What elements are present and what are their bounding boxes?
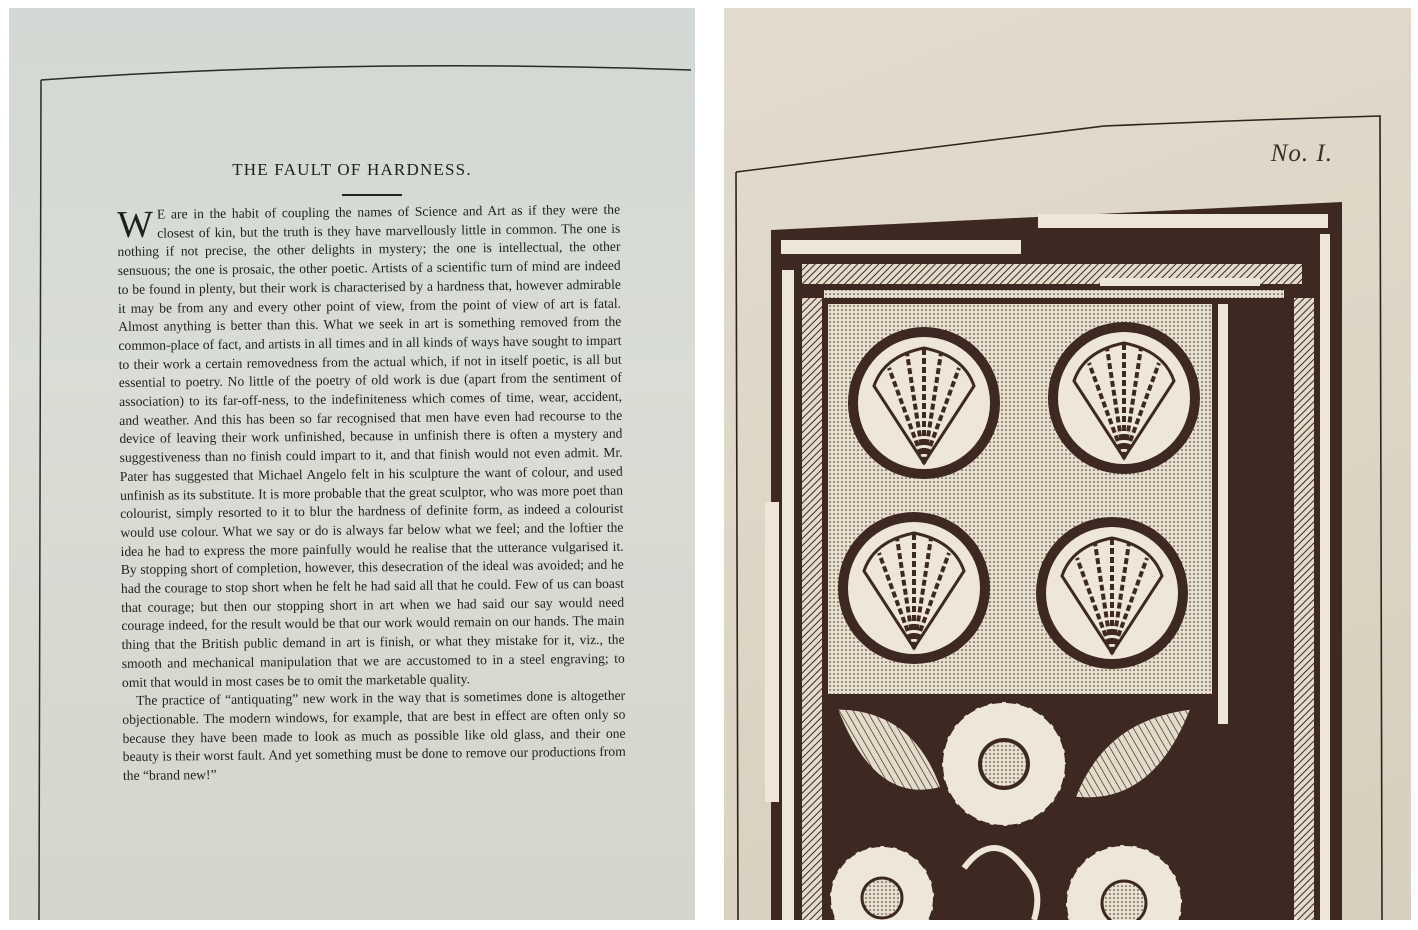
shell-roundel-bottom-left (838, 512, 990, 664)
paragraph-1-text: E are in the habit of coupling the names of Science and Art as if they were the closest of kin, but the truth is they have marvellously little in common. The one is nothing if not precise, the other delights in mystery; the one is intellectual, the other sensuous; the one is prosaic, the other poetic. Artists of a scientific turn of mind are indeed to be found in plenty, but their work is characterised by a hardness that, however admirable it may be from any and every other point of view, from the point of view of art is fatal. Almost anything is better than this. What we seek in art is something removed from the common-place of fact, and artists in all times and in all kinds of ways have sought to impart to their work a certain removedness from the actual which, if not in itself poetic, is all but essential to poetry. No little of the poetry of old work is due (apart from the sentiment of association) to its far-off-ness, to the indefiniteness which comes of time, wear, accident, and weather. And this has been so far recognised that men have even had recourse to the device of leaving their work unfinished, because in unfinish there is often a mystery and suggestiveness than no finish could impart to it, and that finish would not even admit. Mr. Pater has suggested that Michael Angelo felt in his sculpture the want of colour, and used unfinish as its substitute. It is more probable that the great sculptor, who was more poet than colourist, simply resorted to it to blur the hardness of definite form, as indeed a colourist would use colour. What we say or do is always far below what we feel; and the loftier the idea he had to express the more painfully would he realise that the utterance vulgarised it. By stopping short of completion, however, this desecration of the ideal was avoided; and he had the courage to stop short when he felt he had said all that he could. Few of us can boast that courage; but then our stopping short in art when we had said our say would need courage indeed, for the result would be that our work would remain on our hands. The main thing that the British public demand in art is finish, or what they mistake for it, viz., the smooth and mechanical manipulation that we are accustomed to in a steel engraving; to omit that would in most cases be to omit the marketable quality. (117, 201, 625, 690)
article-body (117, 201, 626, 786)
plate-page-photo (724, 8, 1411, 920)
paragraph-2: The practice of “antiquating” new work in the way that is sometimes done is altogether objectionable. The modern windows, for example, that are best in effect are often only so because they have been made to look as much as possible like old glass, and their one beauty is their worst fault. And yet something must be done to remove our productions from the “brand new!” (122, 687, 626, 784)
shell-roundel-bottom-right (1036, 517, 1188, 669)
daisy-top (942, 702, 1066, 826)
shell-roundel-top-left (848, 327, 1000, 479)
article-title: THE FAULT OF HARDNESS. (232, 160, 472, 179)
shell-roundel-top-right (1048, 322, 1200, 474)
paragraph-1 (117, 201, 625, 693)
text-page-photo (9, 8, 695, 920)
plate-label: No. I. (1270, 140, 1333, 167)
title-rule (342, 194, 402, 196)
drop-cap: W (116, 203, 154, 246)
plate-border-left (736, 172, 738, 920)
